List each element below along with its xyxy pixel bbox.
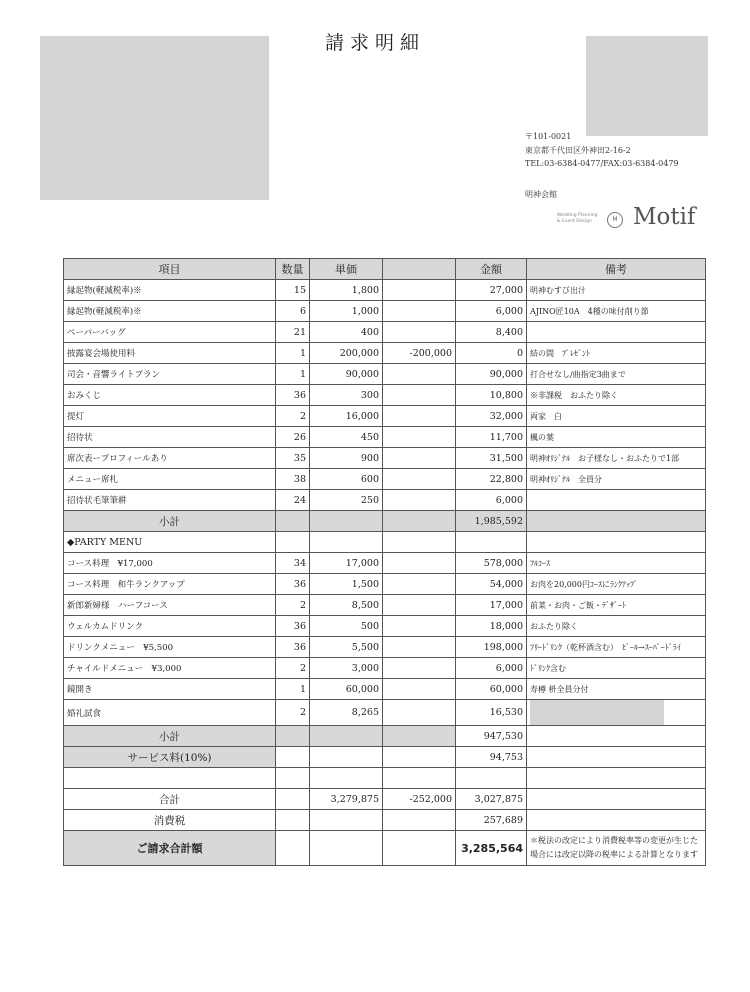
item-qty: 35 [276,448,310,469]
grand-total-label: ご請求合計額 [64,831,276,866]
item-adjustment [383,301,456,322]
item-adjustment [383,406,456,427]
item-adjustment: -200,000 [383,343,456,364]
item-note: 結の間 ﾌﾟﾚｾﾞﾝﾄ [527,343,706,364]
item-qty: 24 [276,490,310,511]
item-unit-price: 8,500 [310,595,383,616]
item-qty: 2 [276,658,310,679]
header-price: 単価 [310,259,383,280]
table-header-row [64,259,706,280]
item-unit-price: 17,000 [310,553,383,574]
tax-amount: 257,689 [456,810,527,831]
item-amount: 90,000 [456,364,527,385]
item-note [527,322,706,343]
tax-disclaimer: ＊税法の改定により消費税率等の変更が生じた場合には改定以降の税率による計算となります [527,831,706,866]
item-name: 鏡開き [64,679,276,700]
item-amount: 578,000 [456,553,527,574]
item-note: おふたり除く [527,616,706,637]
item-adjustment [383,385,456,406]
item-unit-price: 400 [310,322,383,343]
item-note: ﾄﾞﾘﾝｸ含む [527,658,706,679]
service-charge-amount: 94,753 [456,747,527,768]
item-adjustment [383,553,456,574]
item-amount: 0 [456,343,527,364]
item-amount: 31,500 [456,448,527,469]
table-row [64,679,706,700]
item-adjustment [383,574,456,595]
item-name: 婚礼試食 [64,700,276,726]
item-adjustment [383,700,456,726]
redacted-block [530,700,664,726]
logo-mark-icon: M [607,212,623,228]
item-name: メニュー席札 [64,469,276,490]
item-name: ウェルカムドリンク [64,616,276,637]
item-qty: 36 [276,385,310,406]
item-unit-price: 1,000 [310,301,383,322]
item-adjustment [383,322,456,343]
item-note: 打合せなし/曲指定3曲まで [527,364,706,385]
item-adjustment [383,679,456,700]
venue-name: 明神会館 [525,190,557,199]
item-adjustment [383,595,456,616]
item-adjustment [383,637,456,658]
item-name: 司会・音響ライトプラン [64,364,276,385]
item-unit-price: 600 [310,469,383,490]
item-amount: 60,000 [456,679,527,700]
item-qty: 2 [276,700,310,726]
item-note: 楓の葉 [527,427,706,448]
subtotal-amount: 947,530 [456,726,527,747]
item-amount: 6,000 [456,301,527,322]
item-unit-price: 16,000 [310,406,383,427]
item-amount: 8,400 [456,322,527,343]
item-amount: 22,800 [456,469,527,490]
total-row [64,789,706,810]
motif-logo [557,205,707,237]
table-row [64,553,706,574]
item-qty: 36 [276,637,310,658]
table-row [64,658,706,679]
item-amount: 6,000 [456,658,527,679]
header-amount: 金額 [456,259,527,280]
redacted-block [40,36,269,200]
tax-label: 消費税 [64,810,276,831]
subtotal-amount: 1,985,592 [456,511,527,532]
item-name: 招待状毛筆筆耕 [64,490,276,511]
item-adjustment [383,469,456,490]
header-blank [383,259,456,280]
item-note: 両家 白 [527,406,706,427]
item-note: 寿樽 枡全員分付 [527,679,706,700]
item-name: ペーパーバッグ [64,322,276,343]
item-name: おみくじ [64,385,276,406]
item-amount: 32,000 [456,406,527,427]
grand-total-row [64,831,706,866]
total-price: 3,279,875 [310,789,383,810]
subtotal-label: 小計 [64,726,276,747]
item-unit-price: 1,800 [310,280,383,301]
item-qty: 1 [276,679,310,700]
service-charge-row [64,747,706,768]
subtotal-label: 小計 [64,511,276,532]
item-qty: 1 [276,343,310,364]
total-adjustment: -252,000 [383,789,456,810]
table-row [64,595,706,616]
item-name: 席次表ープロフィールあり [64,448,276,469]
item-adjustment [383,364,456,385]
item-unit-price: 90,000 [310,364,383,385]
item-unit-price: 250 [310,490,383,511]
item-unit-price: 3,000 [310,658,383,679]
subtotal-row [64,511,706,532]
phone-fax: TEL:03-6384-0477/FAX:03-6384-0479 [525,159,679,168]
item-name: 新郎新婦様 ハーフコース [64,595,276,616]
item-unit-price: 500 [310,616,383,637]
table-row [64,301,706,322]
item-name: コース料理 和牛ランクアップ [64,574,276,595]
address-block [525,130,679,171]
item-unit-price: 200,000 [310,343,383,364]
item-qty: 1 [276,364,310,385]
item-name: 招待状 [64,427,276,448]
postal-code: 〒101-0021 [525,132,572,141]
item-adjustment [383,658,456,679]
blank-row [64,768,706,789]
service-charge-label: サービス料(10%) [64,747,276,768]
item-qty: 34 [276,553,310,574]
logo-tagline: Wedding Planning & Event Design [557,213,598,224]
item-note: 明神ｵﾘｼﾞﾅﾙ 全員分 [527,469,706,490]
redacted-block [586,36,708,136]
item-amount: 54,000 [456,574,527,595]
table-row [64,322,706,343]
item-adjustment [383,427,456,448]
item-amount: 11,700 [456,427,527,448]
item-adjustment [383,448,456,469]
item-name: 提灯 [64,406,276,427]
item-name: コース料理 ¥17,000 [64,553,276,574]
item-amount: 198,000 [456,637,527,658]
table-row [64,406,706,427]
item-qty: 21 [276,322,310,343]
total-amount: 3,027,875 [456,789,527,810]
item-name: 縁起物(軽減税率)※ [64,280,276,301]
item-qty: 36 [276,574,310,595]
item-note: お肉を20,000円ｺｰｽにﾗﾝｸｱｯﾌﾟ [527,574,706,595]
item-unit-price: 5,500 [310,637,383,658]
item-amount: 17,000 [456,595,527,616]
item-unit-price: 1,500 [310,574,383,595]
table-row [64,574,706,595]
item-note: ﾌﾘｰﾄﾞﾘﾝｸ（乾杯酒含む） ﾋﾞｰﾙ→ｽｰﾊﾟｰﾄﾞﾗｲ [527,637,706,658]
section-header-row [64,532,706,553]
item-unit-price: 60,000 [310,679,383,700]
table-row [64,364,706,385]
item-note: AJINO匠10A 4種の味付削り節 [527,301,706,322]
table-row [64,616,706,637]
item-note: 明神むすび出汁 [527,280,706,301]
document-title: 請求明細 [324,32,425,54]
table-row [64,343,706,364]
table-row [64,700,706,726]
item-qty: 36 [276,616,310,637]
total-label: 合計 [64,789,276,810]
header-note: 備考 [527,259,706,280]
item-qty: 26 [276,427,310,448]
item-name: 縁起物(軽減税率)※ [64,301,276,322]
header-item: 項目 [64,259,276,280]
item-adjustment [383,280,456,301]
table-row [64,469,706,490]
item-name: チャイルドメニュー ¥3,000 [64,658,276,679]
item-qty: 38 [276,469,310,490]
item-amount: 18,000 [456,616,527,637]
logo-wordmark: Motif [633,204,696,230]
grand-total-amount: 3,285,564 [456,831,527,866]
item-amount: 27,000 [456,280,527,301]
table-row [64,637,706,658]
item-qty: 2 [276,406,310,427]
tax-row [64,810,706,831]
item-qty: 2 [276,595,310,616]
table-row [64,427,706,448]
item-note [527,700,706,726]
item-name: 披露宴会場使用料 [64,343,276,364]
invoice-table [63,258,706,866]
subtotal-row [64,726,706,747]
item-adjustment [383,490,456,511]
item-amount: 16,530 [456,700,527,726]
item-name: ドリンクメニュー ¥5,500 [64,637,276,658]
party-menu-header: ◆PARTY MENU [64,532,276,553]
item-adjustment [383,616,456,637]
table-row [64,490,706,511]
item-note: ﾌﾙｺｰｽ [527,553,706,574]
item-unit-price: 900 [310,448,383,469]
table-row [64,385,706,406]
header-qty: 数量 [276,259,310,280]
item-note [527,490,706,511]
item-note: ※非課税 おふたり除く [527,385,706,406]
item-unit-price: 450 [310,427,383,448]
item-unit-price: 8,265 [310,700,383,726]
item-amount: 6,000 [456,490,527,511]
item-qty: 6 [276,301,310,322]
table-row [64,448,706,469]
street-address: 東京都千代田区外神田2-16-2 [525,145,631,155]
item-amount: 10,800 [456,385,527,406]
item-note: 明神ｵﾘｼﾞﾅﾙ お子様なし・おふたりで1部 [527,448,706,469]
item-unit-price: 300 [310,385,383,406]
item-note: 前菜・お肉・ご飯・ﾃﾞｻﾞｰﾄ [527,595,706,616]
item-qty: 15 [276,280,310,301]
table-row [64,280,706,301]
